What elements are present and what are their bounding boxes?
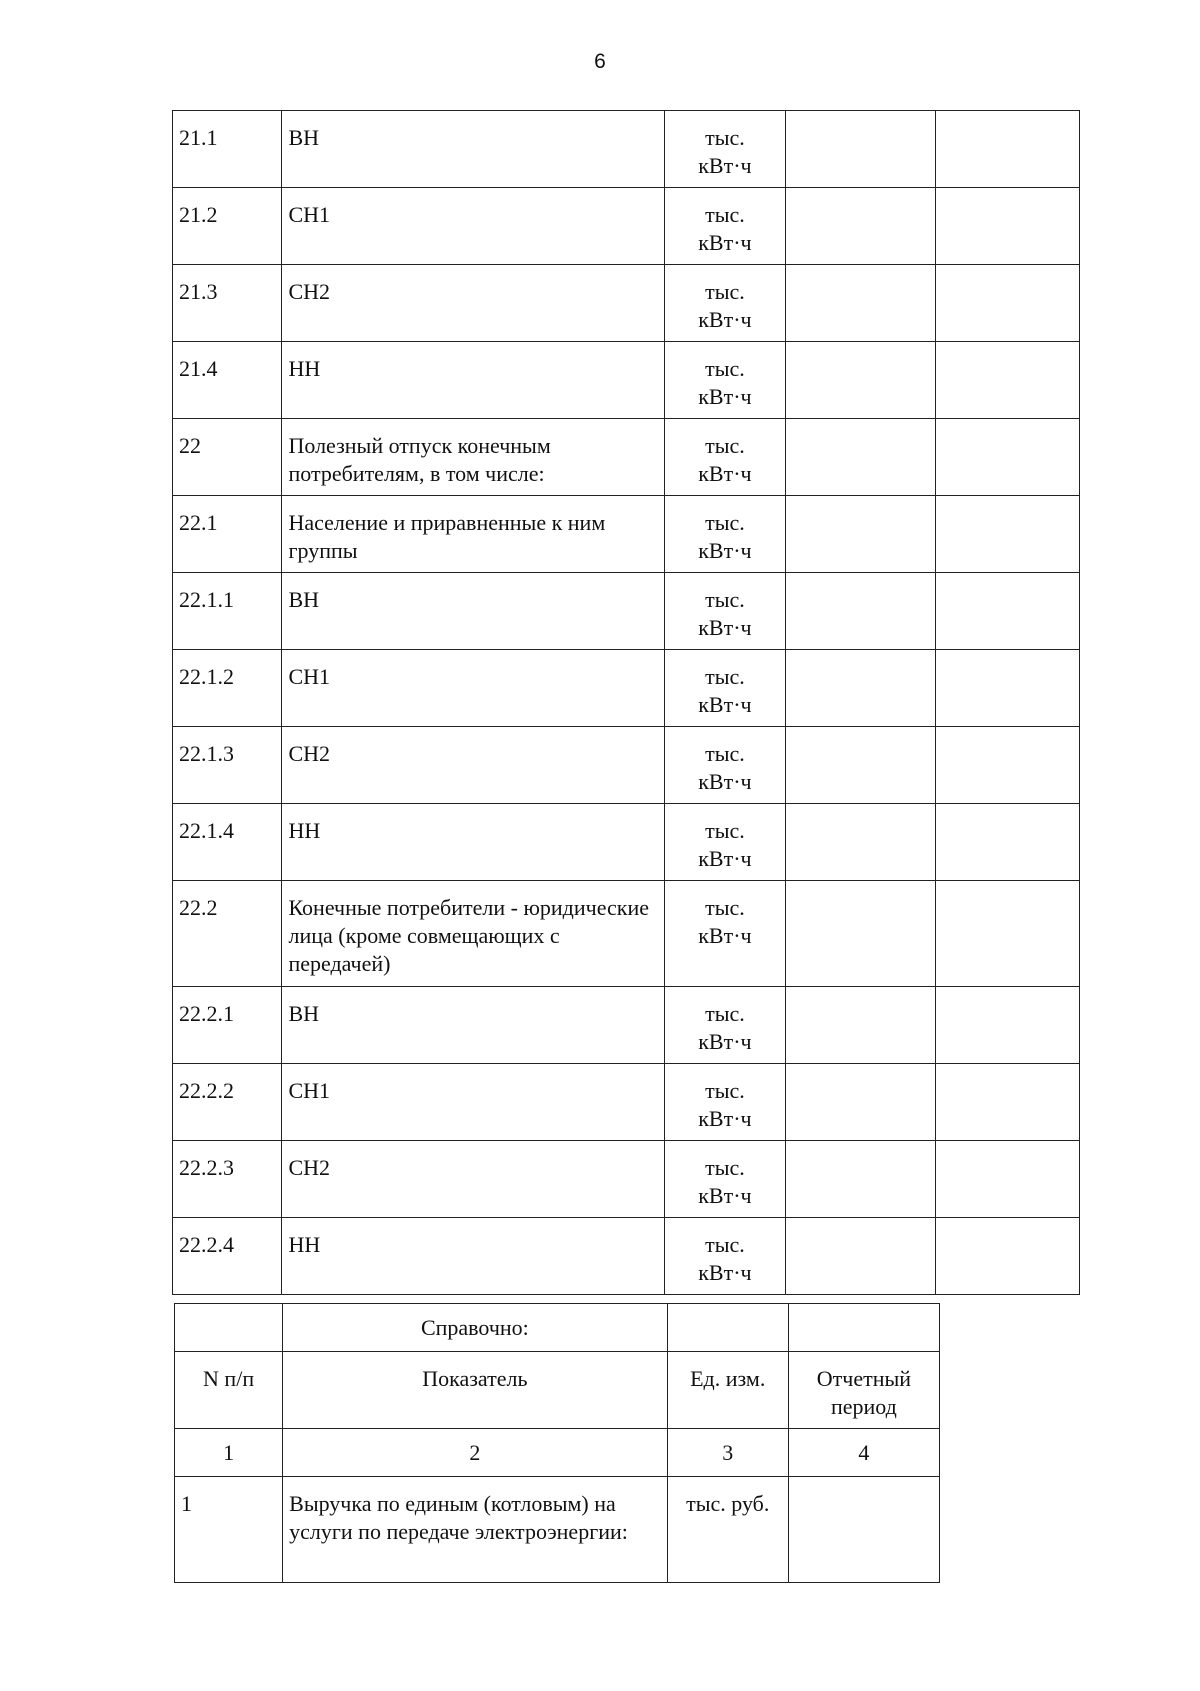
row-indicator: Конечные потребители - юридические лица (кроме совмещающих с передачей)	[282, 881, 665, 987]
main-table	[172, 110, 1080, 1295]
row-number: 22.1.2	[173, 650, 282, 727]
row-unit: тыс. кВт·ч	[665, 496, 786, 573]
row-value-cell	[785, 342, 936, 419]
row-value-cell-extra	[936, 188, 1080, 265]
row-indicator: Население и приравненные к ним группы	[282, 496, 665, 573]
row-unit: тыс. кВт·ч	[665, 1218, 786, 1295]
table-row	[173, 1218, 1080, 1295]
row-value-cell-extra	[936, 265, 1080, 342]
row-unit: тыс. кВт·ч	[665, 727, 786, 804]
row-indicator: НН	[282, 1218, 665, 1295]
row-value-cell	[785, 1218, 936, 1295]
row-indicator: НН	[282, 804, 665, 881]
row-number: 22.2.1	[173, 987, 282, 1064]
row-indicator: СН2	[282, 727, 665, 804]
table-row	[173, 650, 1080, 727]
row-unit: тыс. кВт·ч	[665, 573, 786, 650]
row-unit: тыс. кВт·ч	[665, 804, 786, 881]
row-value-cell	[785, 1141, 936, 1218]
table-row	[173, 1064, 1080, 1141]
row-value-cell-extra	[936, 987, 1080, 1064]
row-number: 22.2	[173, 881, 282, 987]
row-indicator: Полезный отпуск конечным потребителям, в том числе:	[282, 419, 665, 496]
row-unit: тыс. кВт·ч	[665, 342, 786, 419]
row-number: 21.2	[173, 188, 282, 265]
row-value-cell-extra	[936, 573, 1080, 650]
row-indicator: СН2	[282, 265, 665, 342]
row-value-cell	[785, 419, 936, 496]
reference-title-period-cell	[788, 1304, 939, 1352]
row-value-cell	[785, 188, 936, 265]
row-unit: тыс. кВт·ч	[665, 111, 786, 188]
reference-row-num: 1	[175, 1477, 283, 1583]
row-unit: тыс. кВт·ч	[665, 188, 786, 265]
table-row	[173, 881, 1080, 987]
reference-table	[174, 1303, 940, 1583]
page-number	[0, 50, 1200, 74]
row-unit: тыс. кВт·ч	[665, 1141, 786, 1218]
row-number: 22.1.4	[173, 804, 282, 881]
row-number: 22.2.3	[173, 1141, 282, 1218]
row-number: 22	[173, 419, 282, 496]
row-unit: тыс. кВт·ч	[665, 419, 786, 496]
row-indicator: СН1	[282, 650, 665, 727]
row-value-cell-extra	[936, 342, 1080, 419]
row-value-cell	[785, 987, 936, 1064]
reference-header-row	[175, 1352, 940, 1429]
table-row	[173, 804, 1080, 881]
row-value-cell	[785, 1064, 936, 1141]
row-number: 22.2.2	[173, 1064, 282, 1141]
table-row	[173, 265, 1080, 342]
row-value-cell	[785, 573, 936, 650]
row-indicator: ВН	[282, 111, 665, 188]
row-value-cell-extra	[936, 1141, 1080, 1218]
column-number-3: 3	[667, 1429, 788, 1477]
row-number: 21.3	[173, 265, 282, 342]
row-value-cell	[785, 650, 936, 727]
reference-row	[175, 1477, 940, 1583]
reference-title: Справочно:	[283, 1304, 668, 1352]
row-number: 22.1.3	[173, 727, 282, 804]
reference-title-unit-cell	[667, 1304, 788, 1352]
row-indicator: СН2	[282, 1141, 665, 1218]
row-unit: тыс. кВт·ч	[665, 881, 786, 987]
header-period: Отчетный период	[788, 1352, 939, 1429]
table-row	[173, 727, 1080, 804]
header-unit: Ед. изм.	[667, 1352, 788, 1429]
row-value-cell	[785, 111, 936, 188]
reference-row-name: Выручка по единым (котловым) на услуги по передаче электроэнергии:	[283, 1477, 668, 1583]
row-indicator: СН1	[282, 1064, 665, 1141]
reference-column-numbers-row	[175, 1429, 940, 1477]
row-indicator: ВН	[282, 573, 665, 650]
table-row	[173, 188, 1080, 265]
row-value-cell-extra	[936, 650, 1080, 727]
column-number-2: 2	[283, 1429, 668, 1477]
column-number-1: 1	[175, 1429, 283, 1477]
row-value-cell-extra	[936, 496, 1080, 573]
row-value-cell-extra	[936, 881, 1080, 987]
row-value-cell	[785, 265, 936, 342]
header-num: N п/п	[175, 1352, 283, 1429]
header-name: Показатель	[283, 1352, 668, 1429]
table-row	[173, 1141, 1080, 1218]
row-unit: тыс. кВт·ч	[665, 650, 786, 727]
reference-title-row	[175, 1304, 940, 1352]
row-value-cell-extra	[936, 1218, 1080, 1295]
row-number: 22.1.1	[173, 573, 282, 650]
table-row	[173, 342, 1080, 419]
table-row	[173, 496, 1080, 573]
row-unit: тыс. кВт·ч	[665, 987, 786, 1064]
reference-row-period	[788, 1477, 939, 1583]
row-indicator: ВН	[282, 987, 665, 1064]
row-unit: тыс. кВт·ч	[665, 1064, 786, 1141]
column-number-4: 4	[788, 1429, 939, 1477]
table-row	[173, 987, 1080, 1064]
row-value-cell-extra	[936, 419, 1080, 496]
row-indicator: СН1	[282, 188, 665, 265]
row-indicator: НН	[282, 342, 665, 419]
row-value-cell	[785, 804, 936, 881]
table-row	[173, 419, 1080, 496]
row-value-cell-extra	[936, 727, 1080, 804]
main-table-body	[173, 111, 1080, 1295]
row-value-cell-extra	[936, 1064, 1080, 1141]
row-value-cell-extra	[936, 804, 1080, 881]
reference-row-unit: тыс. руб.	[667, 1477, 788, 1583]
row-number: 22.2.4	[173, 1218, 282, 1295]
row-value-cell	[785, 881, 936, 987]
page-number-text: 6	[594, 50, 606, 73]
reference-title-spacer	[175, 1304, 283, 1352]
row-number: 21.1	[173, 111, 282, 188]
table-row	[173, 111, 1080, 188]
row-value-cell	[785, 496, 936, 573]
row-number: 21.4	[173, 342, 282, 419]
row-value-cell	[785, 727, 936, 804]
table-row	[173, 573, 1080, 650]
row-unit: тыс. кВт·ч	[665, 265, 786, 342]
row-value-cell-extra	[936, 111, 1080, 188]
row-number: 22.1	[173, 496, 282, 573]
